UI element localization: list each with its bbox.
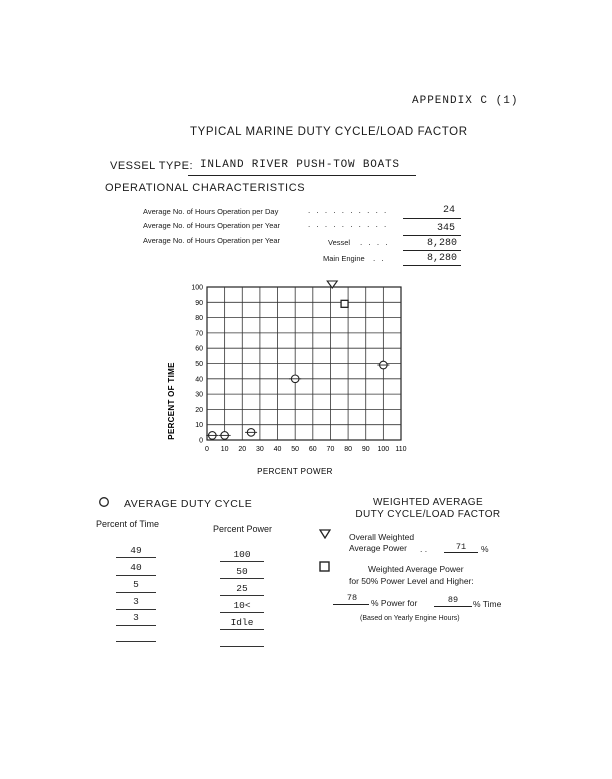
y-axis-label: PERCENT OF TIME <box>167 362 176 440</box>
overall-weighted-line2: Average Power <box>349 543 407 553</box>
overall-weighted-value: 71 <box>455 542 467 552</box>
hours-per-year-value: 345 <box>436 223 455 234</box>
x-axis-ticks <box>205 446 407 453</box>
main-engine-hours-value: 8,280 <box>426 253 457 264</box>
time-cell: 3 <box>133 596 139 607</box>
time-label: % Time <box>473 599 502 609</box>
y-tick-label: 100 <box>191 284 203 292</box>
hours-per-year-underline <box>403 235 461 236</box>
fifty-percent-line1: Weighted Average Power <box>368 564 464 574</box>
leader-dots: . . . . <box>360 238 390 247</box>
weighted-title-line2: DUTY CYCLE/LOAD FACTOR <box>355 509 501 520</box>
power-cell: 50 <box>236 566 248 577</box>
y-tick-label: 10 <box>195 422 203 430</box>
main-engine-hours-underline <box>403 265 461 266</box>
power-cell: 25 <box>236 583 248 594</box>
time-cell: 49 <box>130 545 142 556</box>
power-for-label: % Power for <box>371 598 418 608</box>
y-tick-label: 20 <box>195 406 203 414</box>
hours-per-year-label: Average No. of Hours Operation per Year <box>143 221 281 230</box>
vessel-type-underline <box>188 175 416 176</box>
hours-per-day-value: 24 <box>442 205 455 216</box>
power-value: 78 <box>346 593 358 603</box>
leader-dots: . . . . . . . . . . <box>308 220 389 229</box>
time-cell: 3 <box>133 612 139 623</box>
hours-per-year-split-label: Average No. of Hours Operation per Year <box>143 236 281 245</box>
hours-per-day-underline <box>403 218 461 219</box>
leader-dots: . . <box>373 254 386 263</box>
operational-heading: OPERATIONAL CHARACTERISTICS <box>105 182 306 194</box>
vessel-hours-underline <box>403 250 461 251</box>
overall-weighted-line1: Overall Weighted <box>349 532 415 542</box>
x-tick-label: 100 <box>377 446 390 453</box>
y-tick-label: 90 <box>195 299 203 307</box>
x-axis-label: PERCENT POWER <box>257 467 333 476</box>
hours-per-day-label: Average No. of Hours Operation per Day <box>143 207 279 216</box>
y-axis-ticks <box>191 285 203 445</box>
weighted-title-line1: WEIGHTED AVERAGE <box>372 497 484 508</box>
x-tick-label: 110 <box>395 446 407 453</box>
power-cell: Idle <box>230 617 254 628</box>
appendix-label: APPENDIX C (1) <box>412 95 519 107</box>
y-tick-label: 0 <box>199 437 203 445</box>
x-tick-label: 60 <box>308 446 317 453</box>
x-tick-label: 20 <box>238 446 247 453</box>
x-tick-label: 50 <box>291 446 300 453</box>
triangle-down-marker-icon <box>319 529 331 539</box>
percent-time-header: Percent of Time <box>96 519 160 529</box>
main-engine-hours-label: Main Engine <box>323 254 365 263</box>
percent-power-header: Percent Power <box>213 524 273 534</box>
time-value: 89 <box>447 595 459 605</box>
vessel-type-value: INLAND RIVER PUSH-TOW BOATS <box>200 159 400 171</box>
yearly-hours-note: (Based on Yearly Engine Hours) <box>360 615 460 622</box>
fifty-percent-weighted-point <box>341 300 348 307</box>
power-cell: 10< <box>233 600 251 611</box>
time-cell: 40 <box>130 562 142 573</box>
x-tick-label: 90 <box>361 446 370 453</box>
vessel-type-label: VESSEL TYPE: <box>110 160 194 172</box>
x-tick-label: 0 <box>205 446 209 453</box>
leader-dots: . . . . . . . . . . <box>308 206 389 215</box>
chart-marks <box>206 281 389 439</box>
y-tick-label: 80 <box>195 315 203 323</box>
duty-cycle-chart <box>160 274 420 484</box>
x-tick-label: 10 <box>220 446 229 453</box>
x-tick-label: 80 <box>344 446 352 453</box>
x-tick-label: 30 <box>256 446 264 453</box>
vessel-hours-label: Vessel <box>328 238 351 247</box>
leader-dots: . . <box>420 544 428 554</box>
vessel-hours-value: 8,280 <box>426 238 457 249</box>
y-tick-label: 70 <box>195 330 203 338</box>
duty-cycle-title: AVERAGE DUTY CYCLE <box>124 498 253 510</box>
y-tick-label: 50 <box>195 361 203 368</box>
power-cell: 100 <box>233 549 251 560</box>
chart-grid <box>207 287 401 440</box>
square-marker-icon <box>319 561 330 572</box>
overall-percent-sign: % <box>481 544 489 554</box>
time-cell: 5 <box>133 579 139 590</box>
fifty-percent-line2: for 50% Power Level and Higher: <box>349 576 474 586</box>
x-tick-label: 70 <box>326 446 335 453</box>
y-tick-label: 60 <box>195 345 203 353</box>
y-tick-label: 40 <box>195 376 203 384</box>
y-tick-label: 30 <box>195 391 203 399</box>
page-title: TYPICAL MARINE DUTY CYCLE/LOAD FACTOR <box>190 126 468 138</box>
x-tick-label: 40 <box>273 446 282 453</box>
circle-marker-icon <box>98 496 110 508</box>
